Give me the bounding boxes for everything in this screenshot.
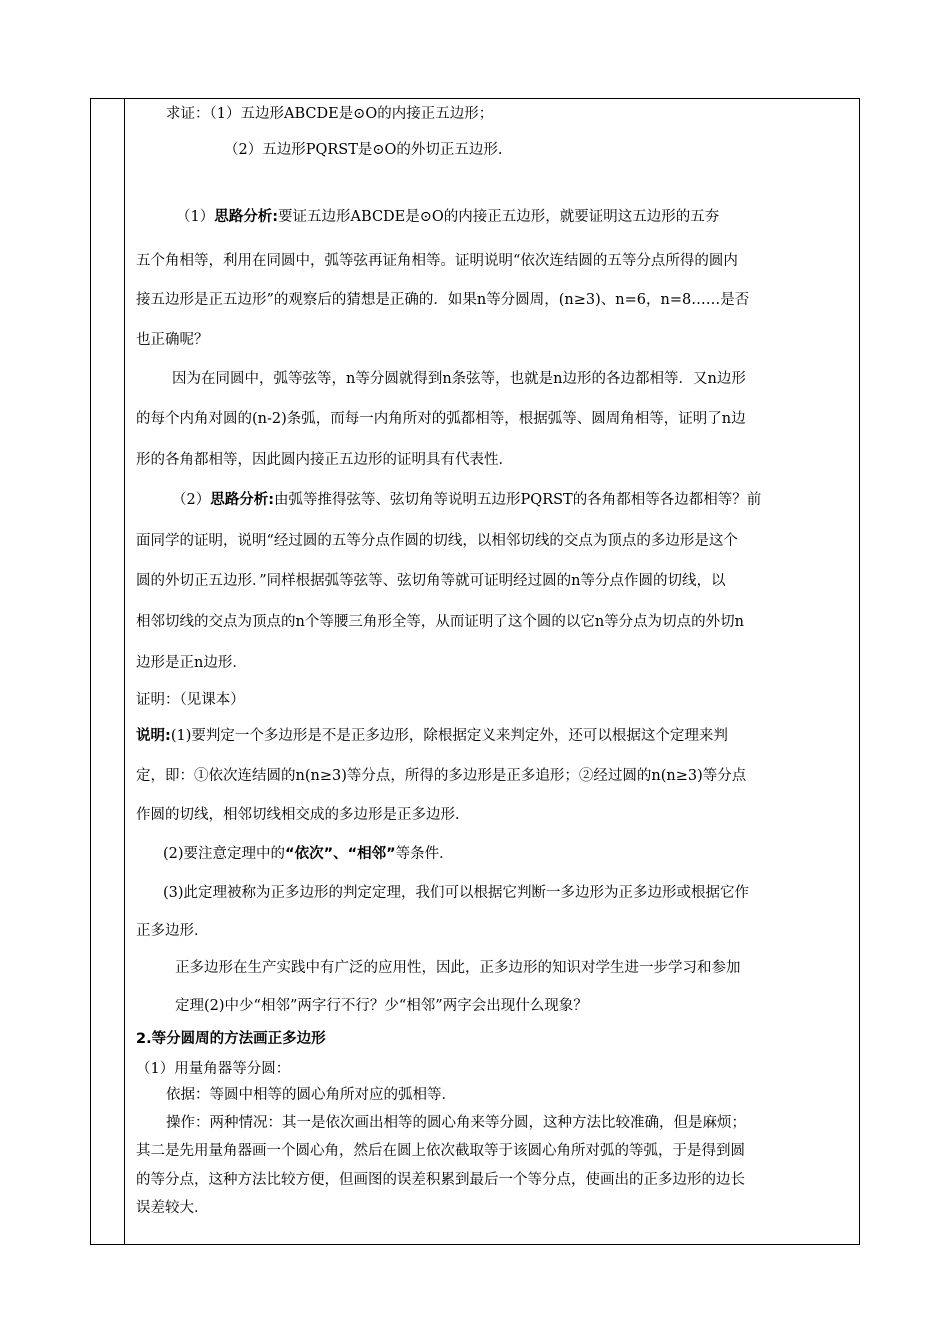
note-line-4-end: 等条件． xyxy=(395,846,454,862)
analysis-2-line-2: 面同学的证明，说明“经过圆的五等分点作圆的切线，以相邻切线的交点为顶点的多边形是这个 xyxy=(136,533,738,549)
analysis-2-line-3: 圆的外切正五边形．”同样根据弧等弦等、弦切角等就可证明经过圆的n等分点作圆的切线，以 xyxy=(136,573,726,589)
section-2-operation-3: 的等分点，这种方法比较方便，但画图的误差积累到最后一个等分点，使画出的正多边形的边长 xyxy=(136,1172,745,1188)
analysis-1-line-4: 也正确呢？ xyxy=(136,332,209,348)
proof-reference: 证明：（见课本） xyxy=(136,692,245,708)
section-2-operation-4: 误差较大． xyxy=(136,1200,209,1216)
column-divider xyxy=(124,98,125,1245)
analysis-2-label: 思路分析: xyxy=(210,492,275,508)
note-line-3: 作圆的切线，相邻切线相交成的多边形是正多边形． xyxy=(136,807,470,823)
note-line-5: (3)此定理被称为正多边形的判定定理，我们可以根据它判断一多边形为正多边形或根据它作 xyxy=(163,885,750,901)
analysis-2-text: 由弧等推得弦等、弦切角等说明五边形PQRST的各角都相等各边都相等？前 xyxy=(274,492,762,508)
application-line-2: 定理(2)中少“相邻”两字行不行？少“相邻”两字会出现什么现象？ xyxy=(175,998,588,1014)
table-edge-stub xyxy=(859,182,860,206)
section-2-heading: 2.等分圆周的方法画正多边形 xyxy=(136,1031,326,1047)
analysis-1-line-1 xyxy=(176,207,719,227)
analysis-2-line-4: 相邻切线的交点为顶点的n个等腰三角形全等，从而证明了这个圆的以它n等分点为切点的外切n xyxy=(136,614,745,630)
note-line-4 xyxy=(163,844,454,864)
analysis-1-line-6: 的每个内角对圆的(n-2)条弧，而每一内角所对的弧都相等，根据弧等、圆周角相等，证明了n边 xyxy=(136,411,746,427)
analysis-2-prefix: （2） xyxy=(172,492,211,508)
analysis-2-line-5: 边形是正n边形． xyxy=(136,655,247,671)
note-line-4-emphasis: “依次”、“相邻” xyxy=(285,846,396,862)
note-text: (1)要判定一个多边形是不是正多边形，除根据定义来判定外，还可以根据这个定理来判 xyxy=(170,728,728,744)
note-line-2: 定，即：①依次连结圆的n(n≥3)等分点，所得的多边形是正多追形；②经过圆的n(n≥3)等分点 xyxy=(136,768,747,784)
analysis-1-line-7: 形的各角都相等，因此圆内接正五边形的证明具有代表性． xyxy=(136,452,513,468)
analysis-1-text: 要证五边形ABCDE是⊙O的内接正五边形，就要证明这五边形的五夯 xyxy=(278,209,720,225)
analysis-1-line-3: 接五边形是正五边形”的观察后的猜想是正确的．如果n等分圆周，(n≥3)、n=6，n=8……是否 xyxy=(136,292,750,308)
note-label: 说明: xyxy=(136,728,171,744)
proof-prompt-line-2: （2）五边形PQRST是⊙O的外切正五边形. xyxy=(224,142,503,158)
section-2-basis: 依据：等圆中相等的圆心角所对应的弧相等． xyxy=(166,1087,456,1103)
note-line-1 xyxy=(136,726,728,746)
analysis-1-prefix: （1） xyxy=(176,209,215,225)
section-2-operation-2: 其二是先用量角器画一个圆心角，然后在圆上依次截取等于该圆心角所对弧的等弧，于是得到圆 xyxy=(136,1143,745,1159)
analysis-2-line-1 xyxy=(172,490,761,510)
proof-prompt-line-1: 求证：（1）五边形ABCDE是⊙O的内接正五边形； xyxy=(166,106,494,122)
application-line-1: 正多边形在生产实践中有广泛的应用性，因此，正多边形的知识对学生进一步学习和参加 xyxy=(175,960,741,976)
analysis-1-line-5: 因为在同圆中，弧等弦等，n等分圆就得到n条弦等，也就是n边形的各边都相等．又n边形 xyxy=(172,371,746,387)
analysis-1-line-2: 五个角相等，利用在同圆中，弧等弦再证角相等。证明说明“依次连结圆的五等分点所得的圆内 xyxy=(136,253,738,269)
analysis-1-label: 思路分析: xyxy=(214,209,279,225)
note-line-6: 正多边形． xyxy=(136,923,209,939)
section-2-subheading: （1）用量角器等分圆： xyxy=(136,1061,291,1077)
note-line-4-start: (2)要注意定理中的 xyxy=(163,846,286,862)
section-2-operation-1: 操作：两种情况：其一是依次画出相等的圆心角来等分圆，这种方法比较准确，但是麻烦； xyxy=(166,1115,746,1131)
